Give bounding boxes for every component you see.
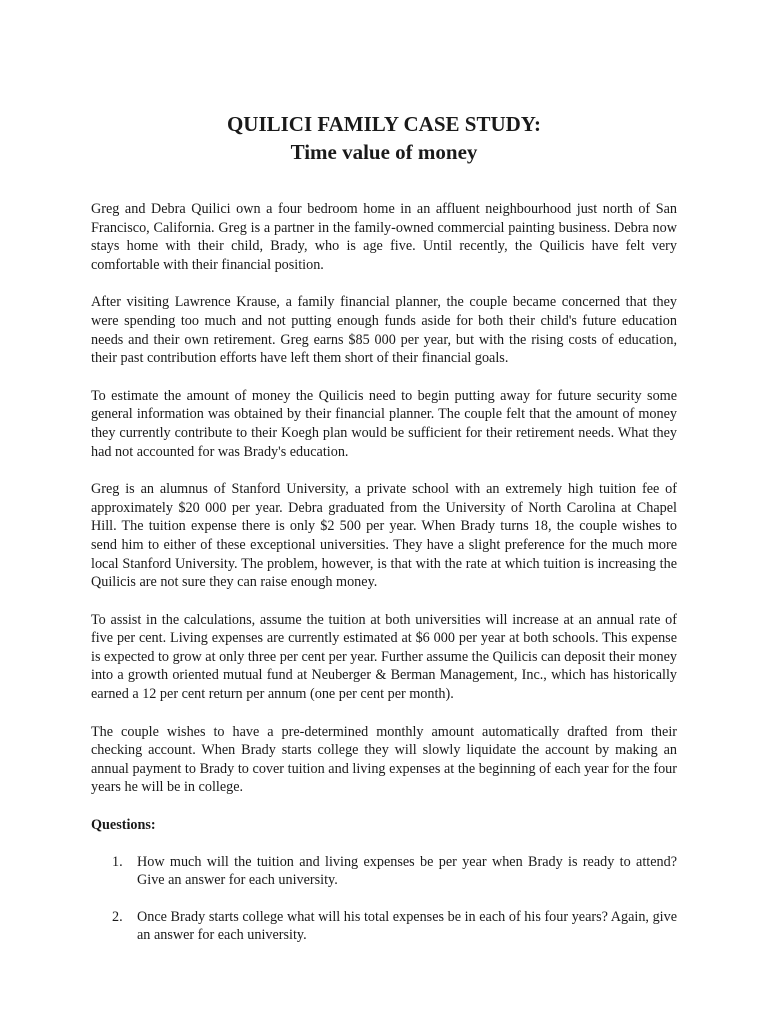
- question-number: 1.: [112, 853, 123, 870]
- paragraph-monthly-plan: The couple wishes to have a pre-determined monthly amount automatically drafted from their checking account. When Brady starts college they will slowly liquidate the account by making an annual payment to Brady to cover tuition and living expenses at the beginning of each year for the four years he will be in college.: [91, 723, 677, 796]
- paragraph-universities: Greg is an alumnus of Stanford University, a private school with an extremely high tuition fee of approximately $20 000 per year. Debra graduated from the University of North Carolina at Chapel Hill. The tuition expense there is only $2 500 per year. When Brady turns 18, the couple wishes to send him to either of these exceptional universities. They have a slight preference for the much more local Stanford University. The problem, however, is that with the rate at which tuition is increasing the Quilicis are not sure they can raise enough money.: [91, 481, 677, 591]
- document-subtitle: Time value of money: [290, 140, 478, 164]
- title-block: [91, 110, 677, 166]
- question-item: [91, 908, 677, 945]
- paragraph-planner-visit: After visiting Lawrence Krause, a family financial planner, the couple became concerned that they were spending too much and not putting enough funds aside for both their child's future education needs and their own retirement. Greg earns $85 000 per year, but with the rising costs of education, their past contribution efforts have left them short of their financial goals.: [91, 294, 677, 367]
- document-page: [91, 110, 677, 963]
- questions-heading: Questions:: [91, 817, 156, 834]
- question-item: [91, 853, 677, 890]
- paragraph-intro: Greg and Debra Quilici own a four bedroom home in an affluent neighbourhood just north of San Francisco, California. Greg is a partner in the family-owned commercial painting business. Debra now stays home with their child, Brady, who is age five. Until recently, the Quilicis have felt very comfortable with their financial position.: [91, 201, 677, 273]
- question-text: How much will the tuition and living expenses be per year when Brady is ready to attend? Give an answer for each university.: [137, 853, 677, 889]
- paragraph-assumptions: To assist in the calculations, assume the tuition at both universities will increase at an annual rate of five per cent. Living expenses are currently estimated at $6 000 per year at both schools. This expense is expected to grow at only three per cent per year. Further assume the Quilicis can deposit their money into a growth oriented mutual fund at Neuberger & Berman Management, Inc., which has historically earned a 12 per cent return per annum (one per cent per month).: [91, 611, 677, 703]
- document-title: QUILICI FAMILY CASE STUDY:: [226, 112, 542, 136]
- question-text: Once Brady starts college what will his total expenses be in each of his four years? Again, give an answer for each university.: [137, 908, 677, 944]
- questions-list: [91, 853, 677, 945]
- paragraph-estimate: To estimate the amount of money the Quilicis need to begin putting away for future security some general information was obtained by their financial planner. The couple felt that the amount of money they currently contribute to their Koegh plan would be sufficient for their retirement needs. What they had not accounted for was Brady's education.: [91, 387, 677, 460]
- question-number: 2.: [112, 908, 123, 925]
